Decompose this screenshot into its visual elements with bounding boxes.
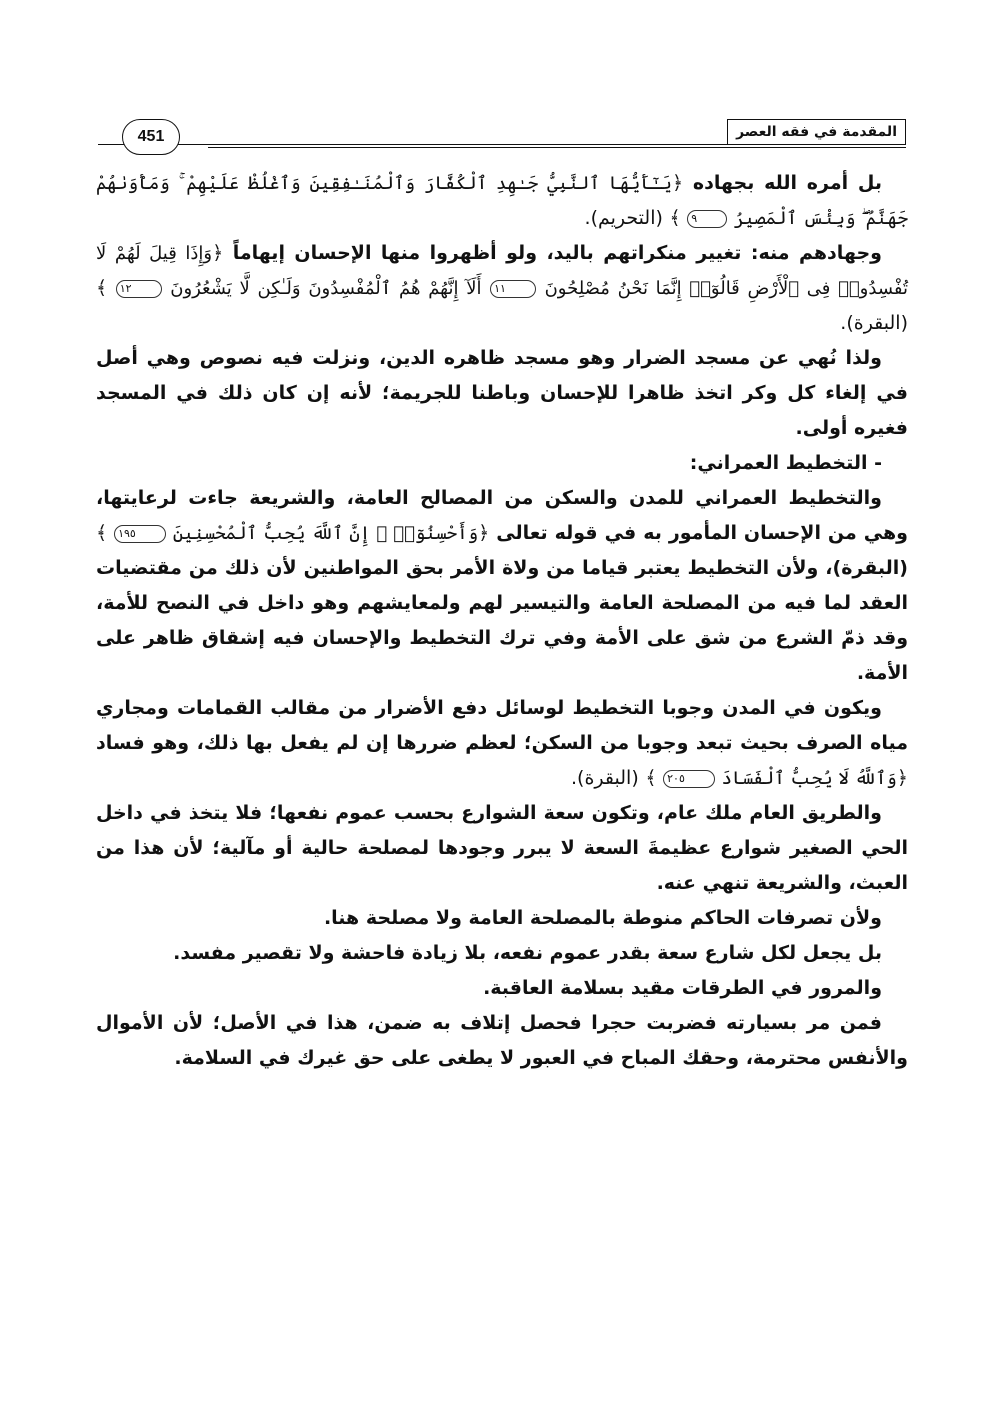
paragraph-7: ولأن تصرفات الحاكم منوطة بالمصلحة العامة ولا مصلحة هنا. — [323, 907, 882, 929]
paragraph-6: والطريق العام ملك عام، وتكون سعة الشوارع بحسب عموم نفعها؛ فلا يتخذ في داخل الحي الصغير شوارع عظيمةَ السعة لا يبرر وجودها لمصلحة حالية أو مآلية؛ لأن هذا من العبث، والشريعة تنهي عنه. — [96, 802, 908, 894]
verse-number: ٢٠٥ — [663, 770, 715, 788]
paragraph-lead: بل أمره الله بجهاده — [692, 172, 882, 194]
quran-verse: يَـٰٓأَيُّهَا ٱلنَّبِيُّ جَـٰهِدِ ٱلْكُفَّارَ وَٱلْمُنَـٰفِقِينَ وَٱغْلُظْ عَلَيْهِمْ ۚ وَمَأْوَىٰهُمْ جَهَنَّمُ ۖ وَبِئْسَ ٱلْمَصِيرُ — [96, 173, 908, 229]
running-title: المقدمة في فقه العصر — [727, 119, 906, 144]
paragraph-2 — [96, 236, 908, 341]
ayah-open-bracket: ﴿ — [896, 767, 908, 789]
paragraph-lead: والتخطيط العمراني للمدن والسكن من المصالح العامة، والشريعة جاءت لرعايتها، وهي من الإحسان المأمور به في قوله تعالى — [96, 487, 908, 544]
quran-verse: وَأَحْسِنُوٓا۟ ۛ إِنَّ ٱللَّهَ يُحِبُّ ٱلْمُحْسِنِينَ — [172, 523, 479, 544]
ayah-close-bracket: ﴾ — [96, 522, 108, 544]
ayah-open-bracket: ﴿ — [671, 172, 684, 194]
paragraph-10: فمن مر بسيارته فضربت حجرا فحصل إتلاف به ضمن، هذا في الأصل؛ لأن الأموال والأنفس محترمة، وحقك المباح في العبور لا يطغى على حق غيرك في السلامة. — [96, 1012, 908, 1069]
page-number: 451 — [122, 119, 180, 155]
ayah-close-bracket: ﴾ — [645, 767, 657, 789]
paragraph-5 — [96, 691, 908, 796]
paragraph-lead: ويكون في المدن وجوبا التخطيط لوسائل دفع الأضرار من مقالب القمامات ومجاري مياه الصرف بحيث تبعد وجوبا من السكن؛ لعظم ضررها إن لم يفعل بها ذلك، وهو فساد — [96, 697, 908, 754]
paragraph-8: بل يجعل لكل شارع سعة بقدر عموم نفعه، بلا زيادة فاحشة ولا تقصير مفسد. — [173, 942, 882, 964]
verse-source: (التحريم). — [584, 207, 663, 229]
paragraph-1 — [96, 166, 908, 236]
ayah-open-bracket: ﴿ — [212, 242, 224, 264]
ayah-open-bracket: ﴿ — [478, 522, 490, 544]
verse-source-continuation: (البقرة)، ولأن التخطيط يعتبر قياما من ولاة الأمر بحق المواطنين لأن ذلك من مقتضيات العقد لما فيه من المصلحة العامة والتيسير لهم ولمعايشهم وهو داخل في النصح للأمة، وقد ذمّ الشرع من شق على الأمة وفي ترك التخطيط والإحسان فيه إشقاق ظاهر على الأمة. — [96, 557, 908, 684]
quran-verse: وَإِذَا قِيلَ لَهُمْ لَا تُفْسِدُوا۟ فِى ٱلْأَرْضِ قَالُوٓا۟ إِنَّمَا نَحْنُ مُصْلِحُونَ — [96, 243, 908, 299]
verse-source: (البقرة). — [571, 767, 639, 789]
verse-number-second: ١٢ — [116, 280, 162, 298]
verse-number: ١١ — [490, 280, 536, 298]
ayah-close-bracket: ﴾ — [96, 277, 108, 299]
header-rule — [98, 144, 906, 145]
quran-verse: وَٱللَّهُ لَا يُحِبُّ ٱلْفَسَادَ — [721, 768, 897, 789]
ayah-close-bracket: ﴾ — [669, 207, 681, 229]
header-rule-double — [208, 147, 906, 148]
paragraph-9: والمرور في الطرقات مقيد بسلامة العاقبة. — [483, 977, 882, 999]
page-body — [96, 166, 908, 1076]
paragraph-3: ولذا نُهي عن مسجد الضرار وهو مسجد ظاهره الدين، ونزلت فيه نصوص وهي أصل في إلغاء كل وكر اتخذ ظاهرا للإحسان وباطنا للجريمة؛ لأنه إن كان ذلك في المسجد فغيره أولى. — [96, 347, 908, 439]
verse-number: ٩ — [687, 210, 727, 228]
verse-number: ١٩٥ — [114, 525, 166, 543]
verse-source: (البقرة). — [840, 312, 908, 334]
paragraph-4 — [96, 481, 908, 691]
paragraph-lead: وجهادهم منه: تغيير منكراتهم باليد، ولو أظهروا منها الإحسان إيهاماً — [232, 242, 882, 264]
quran-verse-second: أَلَآ إِنَّهُمْ هُمُ ٱلْمُفْسِدُونَ وَلَـٰكِن لَّا يَشْعُرُونَ — [170, 278, 482, 299]
page-header — [98, 113, 906, 149]
section-heading: - التخطيط العمراني: — [689, 452, 882, 474]
